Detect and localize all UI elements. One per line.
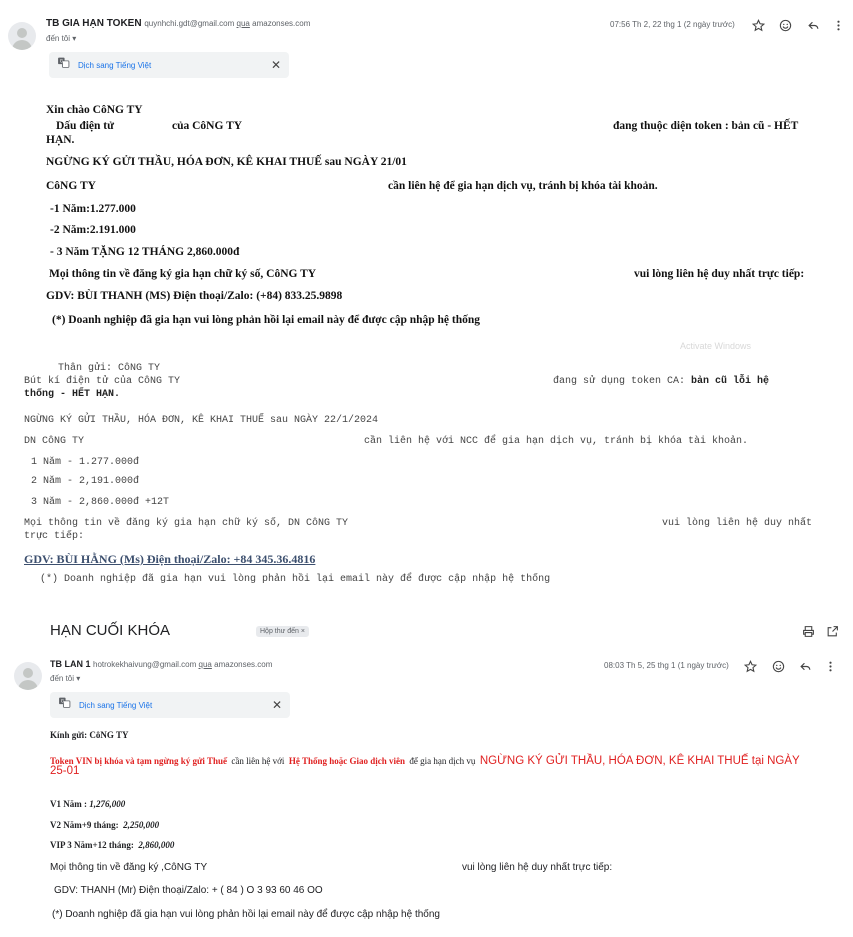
star-icon[interactable]	[750, 17, 766, 33]
contact-line[interactable]: GDV: BÙI HẰNG (Ms) Điện thoại/Zalo: +84 345.36.4816	[24, 552, 316, 566]
contact-line: GDV: BÙI THANH (MS) Điện thoại/Zalo: (+84) 833.25.9898	[46, 290, 343, 302]
price-1-label: V1 Năm :	[50, 799, 87, 809]
sender-name[interactable]: TB LAN 1	[50, 659, 91, 669]
note-line: (*) Doanh nghiệp đã gia hạn vui lòng phản hồi lại email này để được cập nhập hệ thống	[52, 909, 440, 920]
price-3-value: 2,860,000	[138, 840, 175, 850]
body-line3a: CôNG TY	[46, 180, 96, 192]
translate-icon	[57, 56, 70, 74]
svg-text:G: G	[59, 59, 64, 65]
contact-line: GDV: THANH (Mr) Điện thoại/Zalo: + ( 84 ) O 3 93 60 46 OO	[54, 885, 323, 896]
translate-icon	[58, 696, 71, 714]
price-1: 1 Năm - 1.277.000đ	[31, 457, 140, 468]
svg-text:G: G	[60, 699, 65, 705]
sender-line	[46, 18, 310, 29]
info-a: Mọi thông tin về đăng ký gia hạn chữ ký số, CôNG TY	[49, 268, 317, 280]
more-vert-icon[interactable]	[822, 658, 838, 674]
more-vert-icon[interactable]	[830, 17, 846, 33]
info-a: Mọi thông tin về đăng ký gia hạn chữ ký số, DN CôNG TY	[24, 518, 349, 529]
info-b: vui lòng liên hệ duy nhất trực tiếp:	[462, 862, 613, 873]
warn-red3: NGỪNG KÝ GỬI THẦU, HÓA ĐƠN, KÊ KHAI THUẾ tại NGÀY	[479, 755, 800, 767]
via-link[interactable]: qua	[236, 19, 250, 28]
price-3	[50, 840, 174, 850]
info-b: vui lòng liên hệ duy nhất trực tiếp:	[634, 268, 805, 280]
chevron-down-icon: ▾	[76, 674, 81, 683]
info-b: vui lòng liên hệ duy nhất	[662, 518, 813, 529]
to-label: đến tôi	[50, 674, 75, 683]
translate-bar	[50, 692, 290, 718]
warn-red2: Hệ Thống hoặc Giao dịch viên	[288, 756, 405, 766]
salutation: Thân gửi: CôNG TY	[58, 363, 161, 374]
recipient-toggle[interactable]	[50, 674, 80, 683]
print-icon[interactable]	[800, 623, 816, 639]
price-3-label: VIP 3 Năm+12 tháng:	[50, 840, 134, 850]
sender-avatar[interactable]	[14, 662, 42, 690]
warning-line	[50, 751, 800, 769]
price-2: 2 Năm - 2,191.000đ	[31, 476, 140, 487]
info-a: Mọi thông tin về đăng ký ,CôNG TY	[50, 862, 208, 873]
price-1-value: 1,276,000	[89, 799, 126, 809]
via-link[interactable]: qua	[198, 660, 212, 669]
note-line: (*) Doanh nghiệp đã gia hạn vui lòng phản hồi lại email này để được cập nhập hệ thống	[40, 574, 551, 585]
translate-link[interactable]: Dịch sang Tiếng Việt	[78, 60, 152, 70]
via-domain: amazonses.com	[214, 660, 273, 669]
body-line3a: DN CôNG TY	[24, 436, 85, 447]
body-line1c: bản cũ lỗi hệ	[691, 376, 770, 387]
close-icon[interactable]: ✕	[271, 698, 282, 712]
warn-red: Token VIN bị khóa và tạm ngừng ký gửi Thuế	[50, 756, 227, 766]
sender-avatar[interactable]	[8, 22, 36, 50]
body-line1-right	[553, 376, 769, 387]
info-c: trực tiếp:	[24, 531, 85, 542]
price-2	[50, 820, 159, 830]
warn-mid: cần liên hệ với	[231, 756, 285, 766]
email-date: 07:56 Th 2, 22 thg 1 (2 ngày trước)	[610, 20, 735, 29]
sender-email: quynhchi.gdt@gmail.com	[144, 19, 235, 28]
reply-icon[interactable]	[805, 17, 821, 33]
activate-watermark: Activate Windows	[680, 341, 752, 351]
chevron-down-icon: ▾	[72, 34, 77, 43]
price-1	[50, 799, 125, 809]
inbox-label-chip[interactable]: Hộp thư đến ×	[256, 626, 309, 637]
greeting: Kính gửi: CôNG TY	[50, 730, 129, 740]
price-2: -2 Năm:2.191.000	[50, 224, 136, 236]
warn-mid2: để gia hạn dịch vụ	[409, 756, 476, 766]
emoji-icon[interactable]	[777, 17, 793, 33]
body-line1a: Dấu điện tử	[56, 120, 115, 132]
star-icon[interactable]	[742, 658, 758, 674]
price-3: 3 Năm - 2,860.000đ +12T	[31, 497, 170, 508]
email-subject: HẠN CUỐI KHÓA	[50, 622, 171, 639]
body-line3b: cần liên hệ với NCC để gia hạn dịch vụ, tránh bị khóa tài khoản.	[364, 436, 749, 447]
via-domain: amazonses.com	[252, 19, 311, 28]
greeting: Xin chào CôNG TY	[46, 104, 143, 116]
body-line2: NGỪNG KÝ GỬI THẦU, HÓA ĐƠN, KÊ KHAI THUẾ sau NGÀY 22/1/2024	[24, 415, 379, 426]
price-3: - 3 Năm TẶNG 12 THÁNG 2,860.000đ	[50, 246, 240, 258]
to-label: đến tôi	[46, 34, 71, 43]
body-line2: NGỪNG KÝ GỬI THẦU, HÓA ĐƠN, KÊ KHAI THUẾ sau NGÀY 21/01	[46, 156, 407, 168]
sender-email: hotrokekhaivung@gmail.com	[93, 660, 197, 669]
sender-name[interactable]: TB GIA HẠN TOKEN	[46, 18, 142, 29]
reply-icon[interactable]	[797, 658, 813, 674]
price-2-label: V2 Năm+9 tháng:	[50, 820, 119, 830]
email-date: 08:03 Th 5, 25 thg 1 (1 ngày trước)	[604, 661, 729, 670]
warn-red4: 25-01	[50, 765, 80, 777]
price-1: -1 Năm:1.277.000	[50, 203, 136, 215]
translate-link[interactable]: Dịch sang Tiếng Việt	[79, 700, 153, 710]
open-new-window-icon[interactable]	[824, 623, 840, 639]
translate-bar	[49, 52, 289, 78]
recipient-toggle[interactable]	[46, 34, 76, 43]
body-line1d: thống - HẾT HẠN.	[24, 389, 121, 400]
note-line: (*) Doanh nghiệp đã gia hạn vui lòng phản hồi lại email này để được cập nhập hệ thống	[52, 314, 481, 326]
sender-line	[50, 659, 272, 669]
body-line1b: đang sử dụng token CA:	[553, 376, 686, 387]
close-icon[interactable]: ✕	[270, 58, 281, 72]
body-line3b: cần liên hệ để gia hạn dịch vụ, tránh bị khóa tài khoản.	[388, 180, 658, 192]
price-2-value: 2,250,000	[123, 820, 160, 830]
emoji-icon[interactable]	[770, 658, 786, 674]
body-line1d: HẠN.	[46, 134, 75, 146]
body-line1c: đang thuộc diện token : bản cũ - HẾT	[613, 120, 799, 132]
body-line1b: của CôNG TY	[172, 120, 243, 132]
body-line1a: Bút kí điện tử của CôNG TY	[24, 376, 181, 387]
